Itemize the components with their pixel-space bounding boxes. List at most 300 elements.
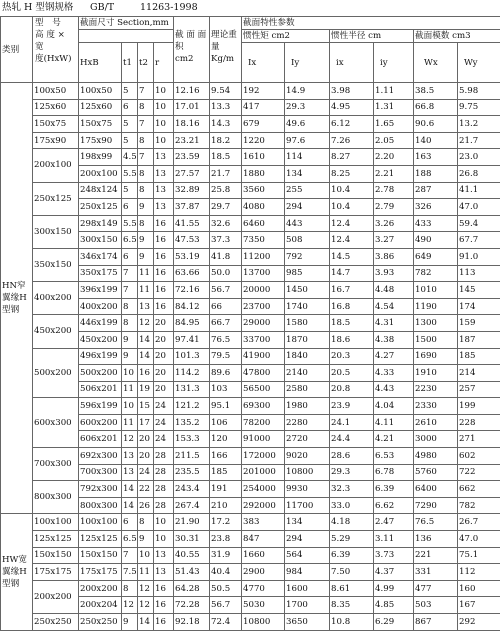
- table-cell: 23.8: [210, 531, 242, 548]
- table-cell: 18.6: [330, 331, 374, 348]
- table-cell: 26: [138, 497, 154, 514]
- table-cell: 20: [154, 381, 174, 398]
- table-cell: 112: [458, 564, 500, 581]
- table-row: [1, 315, 500, 332]
- table-cell: 1300: [414, 315, 458, 332]
- table-cell: 33.0: [330, 497, 374, 514]
- table-cell: 40.55: [174, 547, 210, 564]
- table-cell: 51.43: [174, 564, 210, 581]
- table-cell: 450x200: [79, 331, 122, 348]
- table-cell: 37.87: [174, 199, 210, 216]
- table-cell: 200x204: [79, 597, 122, 614]
- table-cell: 18.16: [174, 116, 210, 133]
- model-cell: 350x150: [33, 248, 79, 281]
- table-cell: 3560: [242, 182, 285, 199]
- table-cell: 14: [122, 481, 138, 498]
- table-cell: 235.5: [174, 464, 210, 481]
- table-cell: 300x150: [79, 232, 122, 249]
- modulus-header: 截面模数 cm3: [414, 30, 500, 43]
- table-cell: 8: [138, 99, 154, 116]
- hw-group-label: HW宽翼缘H型钢: [1, 514, 33, 630]
- table-cell: 131.3: [174, 381, 210, 398]
- table-cell: 7: [138, 83, 154, 100]
- table-cell: 9: [122, 614, 138, 631]
- table-cell: 15: [138, 398, 154, 415]
- table-cell: 23.9: [330, 398, 374, 415]
- table-cell: 12: [122, 431, 138, 448]
- sub-header-iy-radius: iy: [374, 43, 414, 83]
- table-cell: 4.21: [374, 431, 414, 448]
- standard-number: 11263-1998: [140, 0, 198, 16]
- weight-header: [210, 17, 242, 83]
- table-cell: 1.31: [374, 99, 414, 116]
- table-cell: 7: [122, 265, 138, 282]
- table-cell: 16: [154, 248, 174, 265]
- table-row: [1, 614, 500, 631]
- table-cell: 26.8: [458, 165, 500, 182]
- table-cell: 20.3: [330, 348, 374, 365]
- table-cell: 72.4: [210, 614, 242, 631]
- table-cell: 722: [458, 464, 500, 481]
- table-cell: 84.95: [174, 315, 210, 332]
- table-cell: 326: [414, 199, 458, 216]
- table-row: [1, 531, 500, 548]
- table-cell: 53.19: [174, 248, 210, 265]
- table-cell: 16: [154, 614, 174, 631]
- table-cell: 5: [122, 182, 138, 199]
- document-title: 热轧 H 型钢规格: [2, 0, 73, 16]
- table-cell: 31.9: [210, 547, 242, 564]
- table-cell: 175x90: [79, 132, 122, 149]
- table-cell: 13: [154, 149, 174, 166]
- table-row: [1, 99, 500, 116]
- table-cell: 10: [154, 132, 174, 149]
- table-cell: 20: [138, 448, 154, 465]
- table-cell: 8: [138, 215, 154, 232]
- table-cell: 172000: [242, 448, 285, 465]
- sub-header-iy-inertia: Iy: [285, 43, 330, 83]
- model-header-line-2: 高 度 × 宽: [35, 29, 76, 53]
- sub-header-ix-radius: ix: [330, 43, 374, 83]
- table-cell: 120: [210, 431, 242, 448]
- table-cell: 32.89: [174, 182, 210, 199]
- table-cell: 63.66: [174, 265, 210, 282]
- table-cell: 3.93: [374, 265, 414, 282]
- table-cell: 14.3: [210, 116, 242, 133]
- table-cell: 188: [414, 165, 458, 182]
- table-cell: 3.98: [330, 83, 374, 100]
- table-cell: 14.5: [330, 248, 374, 265]
- table-row: [1, 448, 500, 465]
- model-cell: 175x90: [33, 132, 79, 149]
- table-cell: 101.3: [174, 348, 210, 365]
- table-cell: 150x150: [79, 547, 122, 564]
- table-cell: 200x100: [79, 165, 122, 182]
- table-cell: 95.1: [210, 398, 242, 415]
- table-cell: 271: [458, 431, 500, 448]
- table-cell: 3000: [414, 431, 458, 448]
- table-cell: 100x50: [79, 83, 122, 100]
- table-cell: 1580: [285, 315, 330, 332]
- table-cell: 13: [122, 464, 138, 481]
- table-cell: 28: [154, 448, 174, 465]
- table-cell: 4.37: [374, 564, 414, 581]
- table-cell: 136: [414, 531, 458, 548]
- table-cell: 9.75: [458, 99, 500, 116]
- table-cell: 16: [154, 265, 174, 282]
- model-header-line-1: 型 号: [35, 17, 76, 29]
- table-cell: 1190: [414, 298, 458, 315]
- table-cell: 3.11: [374, 531, 414, 548]
- table-cell: 287: [414, 182, 458, 199]
- table-cell: 2.21: [374, 165, 414, 182]
- table-cell: 41.8: [210, 248, 242, 265]
- table-cell: 6.53: [374, 448, 414, 465]
- table-row: [1, 132, 500, 149]
- table-cell: 294: [285, 531, 330, 548]
- table-cell: 106: [210, 414, 242, 431]
- table-cell: 67.7: [458, 232, 500, 249]
- category-header: 类别: [1, 17, 33, 83]
- table-cell: 22: [138, 481, 154, 498]
- table-cell: 19: [138, 381, 154, 398]
- table-cell: 257: [458, 381, 500, 398]
- table-cell: 5: [122, 132, 138, 149]
- table-cell: 12.16: [174, 83, 210, 100]
- table-cell: 59.4: [458, 215, 500, 232]
- table-cell: 9: [122, 348, 138, 365]
- table-cell: 1660: [242, 547, 285, 564]
- table-cell: 8.25: [330, 165, 374, 182]
- model-cell: 200x100: [33, 149, 79, 182]
- table-row: [1, 149, 500, 166]
- table-cell: 97.6: [285, 132, 330, 149]
- table-cell: 5.5: [122, 165, 138, 182]
- table-cell: 5.5: [122, 215, 138, 232]
- table-cell: 3.73: [374, 547, 414, 564]
- table-cell: 7.50: [330, 564, 374, 581]
- table-cell: 606x201: [79, 431, 122, 448]
- table-cell: 145: [458, 282, 500, 299]
- table-cell: 20: [154, 331, 174, 348]
- table-cell: 37.3: [210, 232, 242, 249]
- table-cell: 24: [154, 431, 174, 448]
- table-cell: 3650: [285, 614, 330, 631]
- table-cell: 10.8: [330, 614, 374, 631]
- table-cell: 12.4: [330, 232, 374, 249]
- table-cell: 192: [242, 83, 285, 100]
- table-cell: 47800: [242, 365, 285, 382]
- area-header: [174, 17, 210, 83]
- table-cell: 27.57: [174, 165, 210, 182]
- table-cell: 13.3: [210, 99, 242, 116]
- model-cell: 200x200: [33, 580, 79, 613]
- table-cell: 121.2: [174, 398, 210, 415]
- table-cell: 50.0: [210, 265, 242, 282]
- table-cell: 23.59: [174, 149, 210, 166]
- table-cell: 8.61: [330, 580, 374, 597]
- table-cell: 1500: [414, 331, 458, 348]
- table-cell: 84.12: [174, 298, 210, 315]
- weight-header-line-1: 理论重: [211, 29, 240, 41]
- table-cell: 174: [458, 298, 500, 315]
- table-cell: 13: [154, 165, 174, 182]
- table-cell: 16: [154, 597, 174, 614]
- table-cell: 16: [138, 365, 154, 382]
- table-cell: 114.2: [174, 365, 210, 382]
- table-cell: 66.7: [210, 315, 242, 332]
- table-cell: 201000: [242, 464, 285, 481]
- table-cell: 10: [138, 547, 154, 564]
- table-cell: 14.7: [330, 265, 374, 282]
- table-cell: 3.27: [374, 232, 414, 249]
- table-cell: 4.33: [374, 365, 414, 382]
- table-cell: 21.7: [210, 165, 242, 182]
- radius-header: 惯性半径 cm: [330, 30, 414, 43]
- table-cell: 4.5: [122, 149, 138, 166]
- model-cell: 150x75: [33, 116, 79, 133]
- table-cell: 24: [138, 464, 154, 481]
- table-cell: 185: [458, 348, 500, 365]
- table-cell: 443: [285, 215, 330, 232]
- table-cell: 13.2: [458, 116, 500, 133]
- table-cell: 9: [138, 248, 154, 265]
- table-cell: 294: [285, 199, 330, 216]
- table-cell: 1700: [285, 597, 330, 614]
- table-cell: 6.5: [122, 232, 138, 249]
- table-cell: 11: [138, 265, 154, 282]
- table-cell: 28: [154, 464, 174, 481]
- sub-header-t2: t2: [138, 43, 154, 83]
- table-cell: 198x99: [79, 149, 122, 166]
- model-cell: 250x250: [33, 614, 79, 631]
- table-cell: 134: [285, 514, 330, 531]
- table-cell: 75.1: [458, 547, 500, 564]
- table-cell: 292: [458, 614, 500, 631]
- table-cell: 11: [138, 282, 154, 299]
- table-cell: 134: [285, 165, 330, 182]
- table-row: [1, 564, 500, 581]
- table-cell: 500x200: [79, 365, 122, 382]
- table-cell: 243.4: [174, 481, 210, 498]
- table-row: [1, 514, 500, 531]
- table-row: [1, 348, 500, 365]
- table-cell: 10: [154, 531, 174, 548]
- table-cell: 6: [122, 199, 138, 216]
- table-cell: 7: [122, 282, 138, 299]
- sub-header-r: r: [154, 43, 174, 83]
- area-header-line-2: 积: [175, 41, 208, 53]
- table-cell: 24: [154, 414, 174, 431]
- table-cell: 41.1: [458, 182, 500, 199]
- table-cell: 90.6: [414, 116, 458, 133]
- table-cell: 4770: [242, 580, 285, 597]
- table-cell: 18.2: [210, 132, 242, 149]
- table-cell: 47.0: [458, 531, 500, 548]
- inertia-header: 惯性矩 cm2: [242, 30, 330, 43]
- table-cell: 113: [458, 265, 500, 282]
- table-cell: 4.48: [374, 282, 414, 299]
- table-cell: 16: [154, 232, 174, 249]
- model-cell: 175x175: [33, 564, 79, 581]
- table-cell: 11200: [242, 248, 285, 265]
- model-cell: 800x300: [33, 481, 79, 514]
- table-cell: 4.18: [330, 514, 374, 531]
- table-cell: 2.47: [374, 514, 414, 531]
- table-cell: 20: [154, 365, 174, 382]
- table-cell: 13: [138, 298, 154, 315]
- table-cell: 9: [138, 232, 154, 249]
- table-cell: 350x175: [79, 265, 122, 282]
- table-cell: 11: [122, 414, 138, 431]
- table-cell: 78200: [242, 414, 285, 431]
- table-cell: 985: [285, 265, 330, 282]
- table-cell: 14: [138, 614, 154, 631]
- model-cell: 600x300: [33, 398, 79, 448]
- table-cell: 21.90: [174, 514, 210, 531]
- table-cell: 248x124: [79, 182, 122, 199]
- table-cell: 10: [154, 514, 174, 531]
- table-cell: 433: [414, 215, 458, 232]
- table-cell: 417: [242, 99, 285, 116]
- table-cell: 14: [138, 331, 154, 348]
- table-cell: 7.5: [122, 564, 138, 581]
- table-cell: 1840: [285, 348, 330, 365]
- table-cell: 503: [414, 597, 458, 614]
- table-row: [1, 116, 500, 133]
- table-cell: 5: [122, 116, 138, 133]
- model-cell: 500x200: [33, 348, 79, 398]
- table-cell: 12: [138, 597, 154, 614]
- table-cell: 298x149: [79, 215, 122, 232]
- table-cell: 4.99: [374, 580, 414, 597]
- table-cell: 2230: [414, 381, 458, 398]
- table-cell: 250x125: [79, 199, 122, 216]
- table-cell: 103: [210, 381, 242, 398]
- table-cell: 8.27: [330, 149, 374, 166]
- table-cell: 6.62: [374, 497, 414, 514]
- table-cell: 23700: [242, 298, 285, 315]
- table-cell: 8: [122, 298, 138, 315]
- table-cell: 782: [458, 497, 500, 514]
- table-cell: 2.05: [374, 132, 414, 149]
- table-cell: 160: [458, 580, 500, 597]
- table-cell: 649: [414, 248, 458, 265]
- document-title-row: [0, 0, 500, 16]
- table-cell: 5: [122, 83, 138, 100]
- table-cell: 16.8: [330, 298, 374, 315]
- sub-header-hxb: HxB: [79, 43, 122, 83]
- table-cell: 41.55: [174, 215, 210, 232]
- table-cell: 79.5: [210, 348, 242, 365]
- table-cell: 20000: [242, 282, 285, 299]
- model-cell: 300x150: [33, 215, 79, 248]
- table-cell: 91000: [242, 431, 285, 448]
- table-cell: 1450: [285, 282, 330, 299]
- table-row: [1, 481, 500, 498]
- table-cell: 125x125: [79, 531, 122, 548]
- table-cell: 167: [458, 597, 500, 614]
- table-cell: 125x60: [79, 99, 122, 116]
- table-cell: 14.9: [285, 83, 330, 100]
- sub-header-wx: Wx: [414, 43, 458, 83]
- table-cell: 9: [122, 331, 138, 348]
- table-cell: 8: [138, 165, 154, 182]
- model-cell: 100x100: [33, 514, 79, 531]
- model-cell: 125x60: [33, 99, 79, 116]
- table-cell: 14: [122, 497, 138, 514]
- table-cell: 8: [122, 315, 138, 332]
- table-cell: 28: [154, 497, 174, 514]
- table-cell: 700x300: [79, 464, 122, 481]
- table-cell: 446x199: [79, 315, 122, 332]
- table-cell: 4.27: [374, 348, 414, 365]
- table-cell: 2.20: [374, 149, 414, 166]
- table-cell: 2610: [414, 414, 458, 431]
- table-row: [1, 248, 500, 265]
- table-cell: 100x100: [79, 514, 122, 531]
- table-cell: 13: [154, 182, 174, 199]
- header-row-1: [1, 17, 500, 30]
- table-cell: 1600: [285, 580, 330, 597]
- table-cell: 782: [414, 265, 458, 282]
- table-cell: 1690: [414, 348, 458, 365]
- table-cell: 7: [138, 149, 154, 166]
- table-cell: 16: [154, 298, 174, 315]
- table-cell: 10.4: [330, 182, 374, 199]
- model-cell: 125x125: [33, 531, 79, 548]
- table-cell: 600x200: [79, 414, 122, 431]
- sub-header-t1: t1: [122, 43, 138, 83]
- table-cell: 17: [138, 414, 154, 431]
- table-cell: 64.28: [174, 580, 210, 597]
- table-cell: 10800: [285, 464, 330, 481]
- table-cell: 2580: [285, 381, 330, 398]
- section-size-blank: [79, 30, 174, 43]
- weight-header-line-2: 量: [211, 41, 240, 53]
- table-cell: 25.8: [210, 182, 242, 199]
- table-cell: 4.43: [374, 381, 414, 398]
- table-cell: 267.4: [174, 497, 210, 514]
- table-cell: 6.39: [330, 547, 374, 564]
- table-cell: 16: [154, 580, 174, 597]
- table-cell: 32.3: [330, 481, 374, 498]
- table-cell: 41900: [242, 348, 285, 365]
- table-row: [1, 83, 500, 100]
- table-cell: 200x200: [79, 580, 122, 597]
- table-cell: 5760: [414, 464, 458, 481]
- table-cell: 10: [122, 398, 138, 415]
- table-cell: 662: [458, 481, 500, 498]
- table-cell: 135.2: [174, 414, 210, 431]
- table-cell: 508: [285, 232, 330, 249]
- table-cell: 255: [285, 182, 330, 199]
- table-cell: 28.6: [330, 448, 374, 465]
- table-cell: 38.5: [414, 83, 458, 100]
- table-cell: 4.11: [374, 414, 414, 431]
- table-cell: 1980: [285, 398, 330, 415]
- table-cell: 153.3: [174, 431, 210, 448]
- table-cell: 221: [414, 547, 458, 564]
- table-cell: 16.7: [330, 282, 374, 299]
- table-cell: 26.7: [458, 514, 500, 531]
- model-cell: 150x150: [33, 547, 79, 564]
- model-cell: 100x50: [33, 83, 79, 100]
- section-properties-header: 截面特性参数: [242, 17, 500, 30]
- table-cell: 602: [458, 448, 500, 465]
- table-cell: 13: [154, 547, 174, 564]
- table-row: [1, 547, 500, 564]
